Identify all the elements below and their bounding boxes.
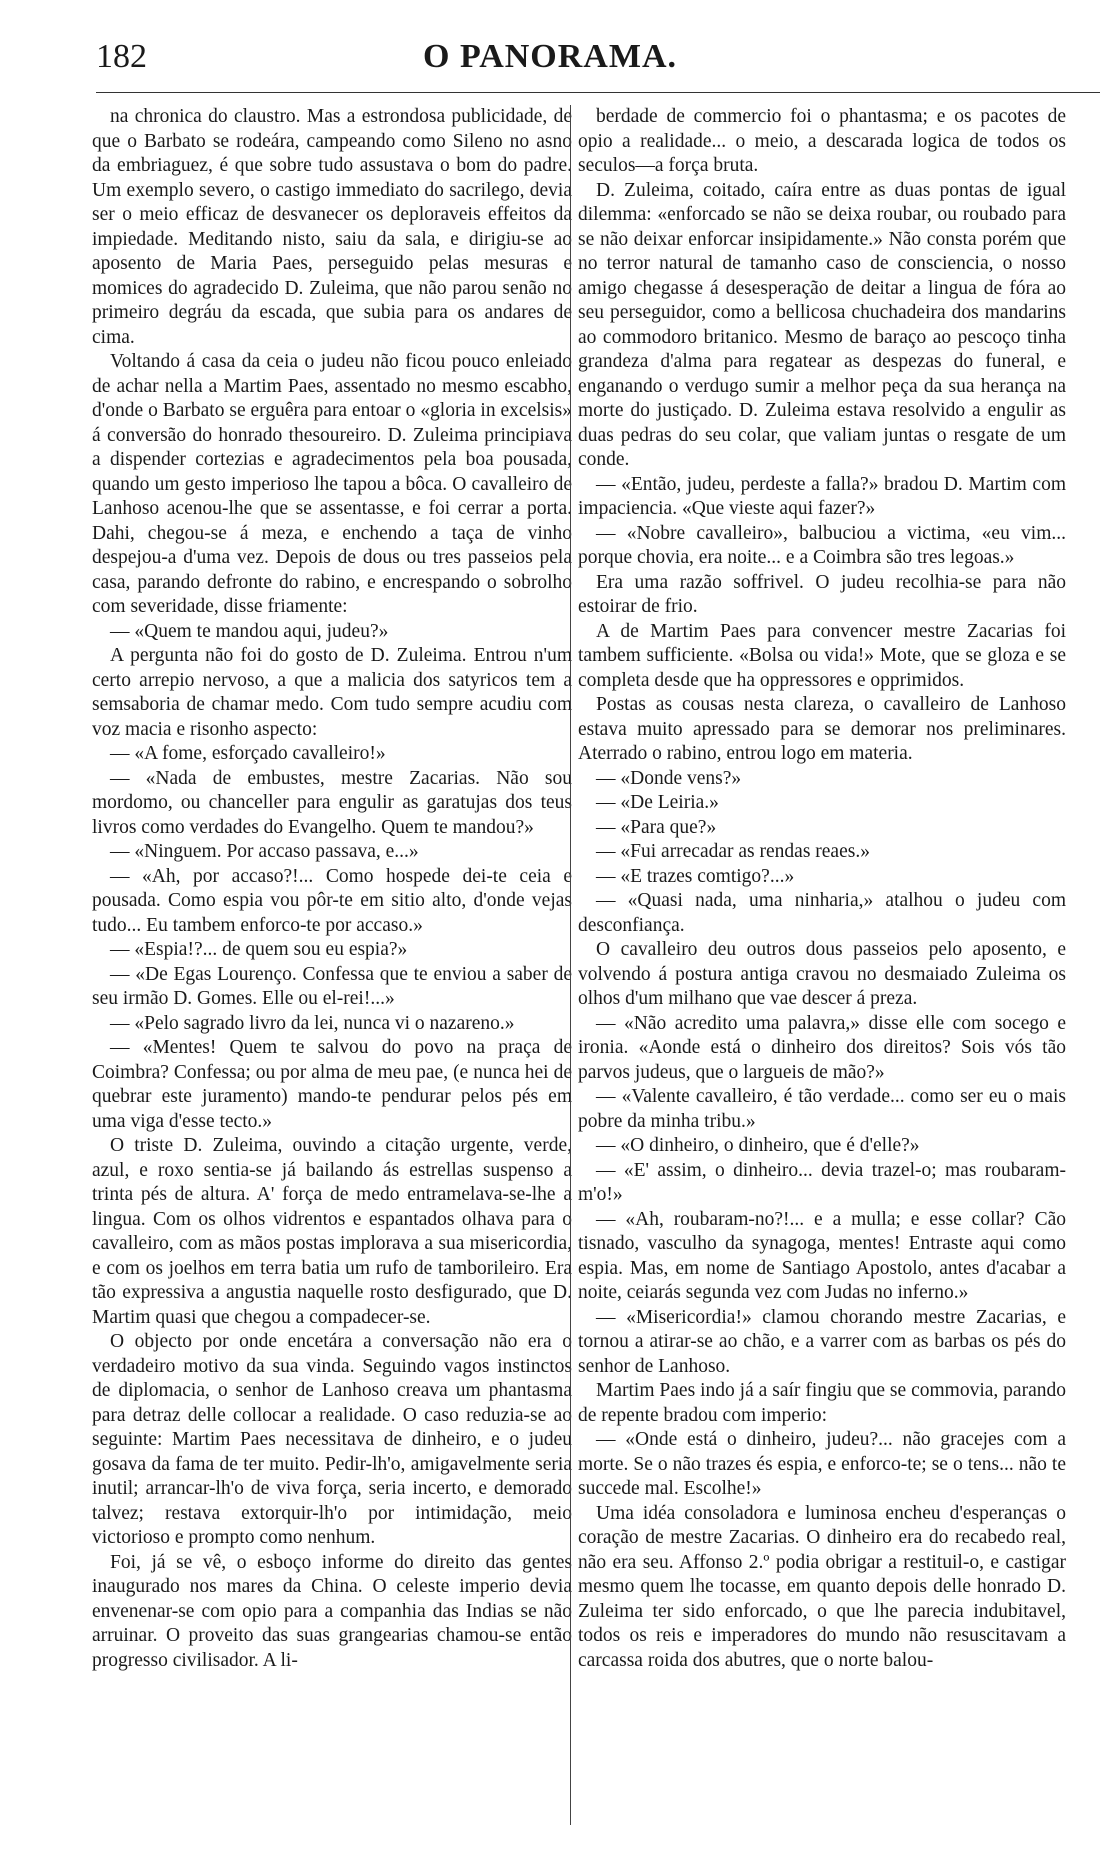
paragraph: — «A fome, esforçado cavalleiro!» [110, 743, 386, 764]
paragraph: — «Misericordia!» clamou chorando mestre Zacarias, e tornou a atirar-se ao chão, e a varrer com as barbas os pés do senhor de Lanhoso. [578, 1306, 1066, 1377]
paragraph: — «Quem te mandou aqui, judeu?» [110, 620, 389, 642]
paragraph: — «E' assim, o dinheiro... devia trazel-o; mas roubaram-m'o!» [578, 1159, 1066, 1205]
paragraph: O cavalleiro deu outros dous passeios pelo aposento, e volvendo á postura antiga cravou no desmaiado Zuleima os olhos d'um milhano que vae descer á preza. [578, 939, 1066, 1009]
paragraph: Voltando á casa da ceia o judeu não ficou pouco enleiado de achar nella a Martim Paes, assentado no mesmo escabho, d'onde o Barbato se erguêra para entoar o «gloria in excelsis» á conversão do honrado thesoureiro. D. Zuleima principiava a dispender cortezias e agradecimentos pela boa pousada, quando um gesto imperioso lhe tapou a bôca. O cavalleiro de Lanhoso acenou-lhe que se assentasse, e foi cerrar a porta. Dahi, chegou-se á meza, e enchendo a taça de vinho despejou-a d'uma vez. Depois de dous ou tres passeios pela casa, parando defronte do rabino, e encrespando o sobrolho com severidade, disse friamente: [92, 351, 572, 617]
paragraph: — «Espia!?... de quem sou eu espia?» [110, 939, 408, 960]
paragraph: na chronica do claustro. Mas a estrondosa publicidade, de que o Barbato se rodeára, campeando como Sileno no asno da embriaguez, é que sobre tudo assustava o bom do padre. Um exemplo severo, o castigo immediato do sacrilego, devia ser o meio efficaz de desvanecer os deploraveis effeitos da impiedade. Meditando nisto, saiu da sala, e dirigiu-se ao aposento de Maria Paes, perseguido pelas mesuras e momices do agradecido D. Zuleima, que não parou senão no primeiro degráu da escada, que subia para os andares de cima. [92, 106, 572, 348]
paragraph: A pergunta não foi do gosto de D. Zuleima. Entrou n'um certo arrepio nervoso, a que a malicia dos satyricos tem a semsaboria de chamar medo. Com tudo sempre acudiu com voz macia e risonho aspecto: [92, 645, 572, 740]
page-number: 182 [96, 38, 147, 75]
paragraph: — «Então, judeu, perdeste a falla?» bradou D. Martim com impaciencia. «Que vieste aqui fazer?» [578, 473, 1066, 519]
paragraph: O triste D. Zuleima, ouvindo a citação urgente, verde, azul, e roxo sentia-se já bailando ás estrellas suspenso a trinta pés de altura. A' força de medo entramelava-se-lhe a lingua. Com os olhos vidrentos e espantados olhava para o cavalleiro, com as mãos postas implorava a sua misericordia, e com os joelhos em terra batia um rufo de tamborileiro. Era tão expressiva a angustia naquelle rosto desfigurado, que D. Martim quasi que chegou a compadecer-se. [92, 1135, 572, 1328]
paragraph: — «Pelo sagrado livro da lei, nunca vi o nazareno.» [110, 1012, 515, 1034]
paragraph: Foi, já se vê, o esboço informe do direito das gentes inaugurado nos mares da China. O celeste imperio devia envenenar-se com opio para a companhia das Indias se não arruinar. O proveito das suas grangearias chamou-se então progresso civilisador. A li- [92, 1551, 572, 1671]
paragraph: Uma idéa consoladora e luminosa encheu d'esperanças o coração de mestre Zacarias. O dinheiro era do recabedo real, não era seu. Affonso 2.º podia obrigar a restituil-o, e castigar mesmo quem lhe tocasse, em quanto depois delle honrado D. Zuleima ter sido enforcado, o que lhe parecia indubitavel, todos os reis e imperadores do mundo não resuscitavam a carcassa roida dos abutres, que o norte balou- [578, 1502, 1066, 1671]
paragraph: berdade de commercio foi o phantasma; e os pacotes de opio a realidade... o meio, a descarada logica de todos os seculos—a força bruta. [578, 106, 1066, 176]
column-right [578, 105, 1066, 1850]
paragraph: — «Quasi nada, uma ninharia,» atalhou o judeu com desconfiança. [578, 890, 1066, 936]
paragraph: — «Nada de embustes, mestre Zacarias. Não sou mordomo, ou chanceller para engulir as garatujas dos teus livros como verdades do Evangelho. Quem te mandou?» [92, 767, 572, 838]
paragraph: D. Zuleima, coitado, caíra entre as duas pontas de igual dilemma: «enforcado se não se deixa roubar, ou roubado para se não deixar enforcar insipidamente.» Não consta porém que no terror natural de tamanho caso de consciencia, o nosso amigo chegasse á desesperação de deitar a lingua de fóra ao seu perseguidor, como a bellicosa chuchadeira dos mandarins ao commodoro britanico. Mesmo de baraço ao pescoço tinha grandeza d'alma para regatear as despezas do funeral, e enganando o verdugo sumir a melhor peça da sua herança na morte do justiçado. D. Zuleima estava resolvido a engulir as duas pedras do seu colar, que valiam juntas o resgate de um conde. [578, 179, 1066, 470]
paragraph: — «Nobre cavalleiro», balbuciou a victima, «eu vim... porque chovia, era noite... e a Coimbra são tres legoas.» [578, 522, 1066, 568]
paragraph: — «E trazes comtigo?...» [596, 865, 795, 887]
paragraph: — «Valente cavalleiro, é tão verdade... como ser eu o mais pobre da minha tribu.» [578, 1086, 1066, 1132]
paragraph: — «De Leiria.» [596, 792, 719, 813]
paragraph: A de Martim Paes para convencer mestre Zacarias foi tambem sufficiente. «Bolsa ou vida!» Mote, que se gloza e se completa desde que ha oppressores e opprimidos. [578, 620, 1066, 691]
header-rule [96, 92, 1100, 93]
paragraph: Martim Paes indo já a saír fingiu que se commovia, parando de repente bradou com imperio: [578, 1380, 1066, 1426]
paragraph: Postas as cousas nesta clareza, o cavalleiro de Lanhoso estava muito apressado para se demorar nos preliminares. Aterrado o rabino, entrou logo em materia. [578, 694, 1066, 764]
masthead-title: O PANORAMA. [423, 38, 677, 75]
paragraph: — «Donde vens?» [596, 767, 742, 789]
paragraph: — «Onde está o dinheiro, judeu?... não gracejes com a morte. Se o não trazes és espia, e enforco-te; se o tens... não te succede mal. Escolhe!» [578, 1429, 1066, 1499]
paragraph: — «Ah, roubaram-no?!... e a mulla; e esse collar? Cão tisnado, vasculho da synagoga, mentes! Entraste aqui como espia. Mas, em nome de Santiago Apostolo, antes d'acabar a noite, ceiarás segunda vez com Judas no inferno.» [578, 1208, 1066, 1303]
paragraph: Era uma razão soffrivel. O judeu recolhia-se para não estoirar de frio. [578, 571, 1066, 617]
paragraph: — «Para que?» [596, 816, 717, 838]
paragraph: — «O dinheiro, o dinheiro, que é d'elle?» [596, 1135, 920, 1156]
column-left [92, 105, 572, 1850]
paragraph: — «Fui arrecadar as rendas reaes.» [596, 841, 870, 862]
paragraph: — «Mentes! Quem te salvou do povo na praça de Coimbra? Confessa; ou por alma de meu pae, (e nunca hei de quebrar este juramento) mando-te pendurar pelos pés em uma viga d'esse tecto.» [92, 1037, 572, 1132]
paragraph: — «De Egas Lourenço. Confessa que te enviou a saber de seu irmão D. Gomes. Elle ou el-rei!...» [92, 963, 572, 1009]
paragraph: O objecto por onde encetára a conversação não era o verdadeiro motivo da sua vinda. Seguindo vagos instinctos de diplomacia, o senhor de Lanhoso creava um phantasma para detraz delle collocar a realidade. O caso reduzia-se ao seguinte: Martim Paes necessitava de dinheiro, e o judeu gosava da fama de ter muito. Pedir-lh'o, amigavelmente seria inutil; arrancar-lh'o de viva força, seria incerto, e demorado talvez; restava extorquir-lh'o por intimidação, meio victorioso e prompto como nenhum. [92, 1331, 572, 1548]
paragraph: — «Ah, por accaso?!... Como hospede dei-te ceia e pousada. Como espia vou pôr-te em sitio alto, d'onde vejas tudo... Eu tambem enforco-te por accaso.» [92, 865, 572, 936]
paragraph: — «Não acredito uma palavra,» disse elle com socego e ironia. «Aonde está o dinheiro dos direitos? Sois vós tão parvos judeus, que o largueis de mão?» [578, 1012, 1066, 1083]
column-divider [570, 105, 571, 1825]
paragraph: — «Ninguem. Por accaso passava, e...» [110, 841, 419, 862]
